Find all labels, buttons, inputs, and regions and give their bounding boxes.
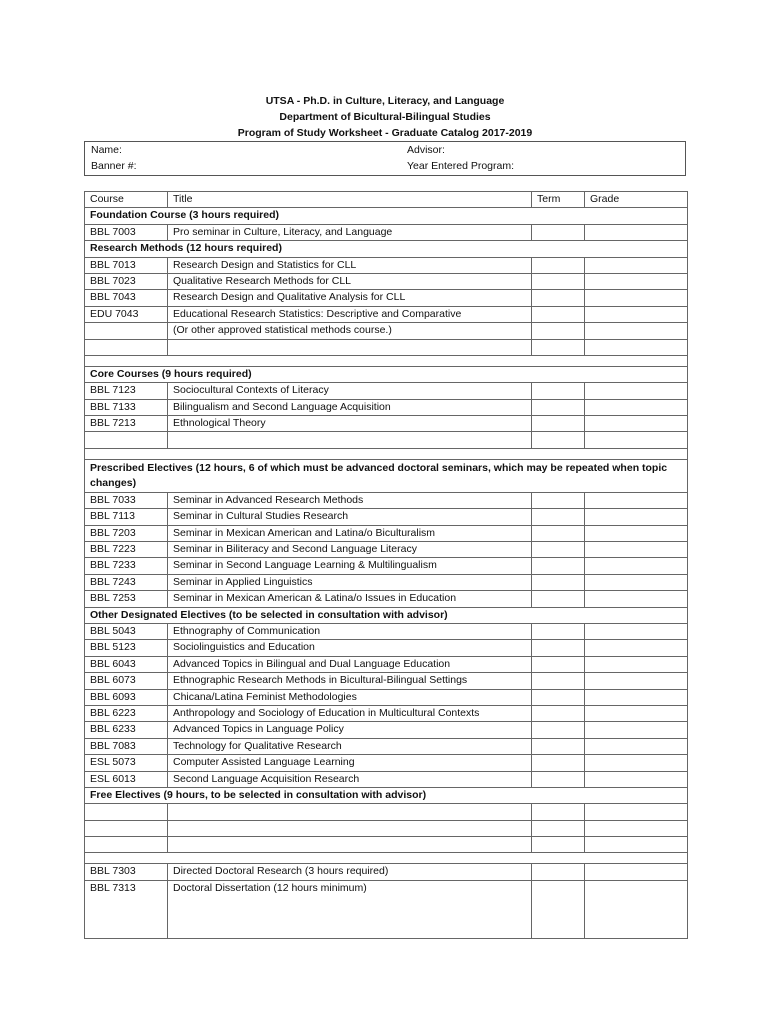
course-code: BBL 7203 — [85, 525, 168, 541]
grade-cell[interactable] — [585, 432, 688, 448]
term-cell[interactable] — [532, 399, 585, 415]
course-code: BBL 6043 — [85, 656, 168, 672]
course-code: BBL 7253 — [85, 591, 168, 607]
course-title: Seminar in Biliteracy and Second Language Literacy — [168, 542, 532, 558]
course-row — [85, 722, 688, 738]
course-row — [85, 755, 688, 771]
section-header-row — [85, 241, 688, 257]
course-title: Chicana/Latina Feminist Methodologies — [168, 689, 532, 705]
term-cell[interactable] — [532, 273, 585, 289]
course-row — [85, 432, 688, 448]
grade-cell[interactable] — [585, 257, 688, 273]
name-label: Name: — [91, 144, 122, 156]
term-cell[interactable] — [532, 542, 585, 558]
term-cell[interactable] — [532, 623, 585, 639]
course-row — [85, 416, 688, 432]
course-row — [85, 224, 688, 240]
section-heading: Foundation Course (3 hours required) — [85, 208, 688, 224]
advisor-label: Advisor: — [407, 144, 445, 156]
course-title: Qualitative Research Methods for CLL — [168, 273, 532, 289]
course-code: ESL 6013 — [85, 771, 168, 787]
term-cell[interactable] — [532, 755, 585, 771]
course-row — [85, 837, 688, 853]
course-code: BBL 7213 — [85, 416, 168, 432]
grade-cell[interactable] — [585, 383, 688, 399]
year-entered-label: Year Entered Program: — [407, 160, 515, 172]
grade-cell[interactable] — [585, 574, 688, 590]
section-heading: Research Methods (12 hours required) — [85, 241, 688, 257]
term-cell[interactable] — [532, 492, 585, 508]
course-title: Educational Research Statistics: Descriptive and Comparative — [168, 306, 532, 322]
term-cell[interactable] — [532, 640, 585, 656]
course-title: (Or other approved statistical methods course.) — [168, 323, 532, 339]
course-code: EDU 7043 — [85, 306, 168, 322]
banner-label: Banner #: — [91, 160, 137, 172]
course-title: Seminar in Mexican American & Latina/o Issues in Education — [168, 591, 532, 607]
course-code: BBL 7303 — [85, 864, 168, 880]
course-row — [85, 771, 688, 787]
course-title: Directed Doctoral Research (3 hours required) — [168, 864, 532, 880]
course-title — [168, 820, 532, 836]
course-row — [85, 339, 688, 355]
course-row — [85, 399, 688, 415]
course-code: BBL 7133 — [85, 399, 168, 415]
course-code: BBL 7033 — [85, 492, 168, 508]
course-code: BBL 7223 — [85, 542, 168, 558]
grade-cell[interactable] — [585, 864, 688, 880]
department-title: Department of Bicultural-Bilingual Studies — [279, 111, 491, 123]
section-header-row — [85, 607, 688, 623]
program-of-study-table — [84, 191, 688, 939]
term-cell[interactable] — [532, 837, 585, 853]
spacer-row — [85, 355, 688, 366]
course-code: BBL 6223 — [85, 705, 168, 721]
course-code — [85, 820, 168, 836]
term-cell[interactable] — [532, 509, 585, 525]
grade-cell[interactable] — [585, 591, 688, 607]
course-row — [85, 558, 688, 574]
term-cell[interactable] — [532, 416, 585, 432]
section-header-row — [85, 459, 688, 492]
term-cell[interactable] — [532, 820, 585, 836]
course-code: BBL 7243 — [85, 574, 168, 590]
course-row — [85, 804, 688, 820]
header-term: Term — [532, 192, 585, 208]
term-cell[interactable] — [532, 722, 585, 738]
course-title: Research Design and Statistics for CLL — [168, 257, 532, 273]
grade-cell[interactable] — [585, 820, 688, 836]
course-title — [168, 339, 532, 355]
course-title: Sociolinguistics and Education — [168, 640, 532, 656]
document-title: UTSA - Ph.D. in Culture, Literacy, and Language — [265, 95, 505, 107]
term-cell[interactable] — [532, 383, 585, 399]
course-title: Seminar in Advanced Research Methods — [168, 492, 532, 508]
course-title: Seminar in Mexican American and Latina/o Biculturalism — [168, 525, 532, 541]
term-cell[interactable] — [532, 306, 585, 322]
course-row — [85, 492, 688, 508]
grade-cell[interactable] — [585, 804, 688, 820]
course-row — [85, 591, 688, 607]
course-title: Seminar in Cultural Studies Research — [168, 509, 532, 525]
course-title: Technology for Qualitative Research — [168, 738, 532, 754]
course-code: BBL 7113 — [85, 509, 168, 525]
spacer-cell — [85, 448, 688, 459]
grade-cell[interactable] — [585, 542, 688, 558]
course-code — [85, 339, 168, 355]
course-row — [85, 820, 688, 836]
course-row — [85, 290, 688, 306]
term-cell[interactable] — [532, 525, 585, 541]
course-row — [85, 738, 688, 754]
grade-cell[interactable] — [585, 755, 688, 771]
course-row — [85, 656, 688, 672]
student-info-box — [84, 141, 686, 176]
course-title: Second Language Acquisition Research — [168, 771, 532, 787]
term-cell[interactable] — [532, 673, 585, 689]
term-cell[interactable] — [532, 771, 585, 787]
course-title: Ethnological Theory — [168, 416, 532, 432]
term-cell[interactable] — [532, 738, 585, 754]
grade-cell[interactable] — [585, 306, 688, 322]
section-header-row — [85, 208, 688, 224]
grade-cell[interactable] — [585, 416, 688, 432]
spacer-row — [85, 853, 688, 864]
course-row — [85, 383, 688, 399]
section-header-row — [85, 787, 688, 803]
term-cell[interactable] — [532, 689, 585, 705]
grade-cell[interactable] — [585, 224, 688, 240]
grade-cell[interactable] — [585, 722, 688, 738]
term-cell[interactable] — [532, 880, 585, 938]
course-code: BBL 7003 — [85, 224, 168, 240]
course-code: BBL 6093 — [85, 689, 168, 705]
course-code — [85, 804, 168, 820]
grade-cell[interactable] — [585, 738, 688, 754]
course-title: Seminar in Applied Linguistics — [168, 574, 532, 590]
course-row — [85, 574, 688, 590]
course-row — [85, 880, 688, 938]
course-row — [85, 306, 688, 322]
course-code: BBL 6233 — [85, 722, 168, 738]
term-cell[interactable] — [532, 864, 585, 880]
course-title: Advanced Topics in Bilingual and Dual Language Education — [168, 656, 532, 672]
term-cell[interactable] — [532, 558, 585, 574]
spacer-row — [85, 448, 688, 459]
grade-cell[interactable] — [585, 558, 688, 574]
term-cell[interactable] — [532, 224, 585, 240]
header-grade: Grade — [585, 192, 688, 208]
course-row — [85, 542, 688, 558]
course-title — [168, 837, 532, 853]
course-row — [85, 257, 688, 273]
course-row — [85, 673, 688, 689]
section-heading: Prescribed Electives (12 hours, 6 of which must be advanced doctoral seminars, which may be repeated when topic changes) — [85, 459, 688, 492]
course-title: Advanced Topics in Language Policy — [168, 722, 532, 738]
grade-cell[interactable] — [585, 273, 688, 289]
course-title: Sociocultural Contexts of Literacy — [168, 383, 532, 399]
section-header-row — [85, 366, 688, 382]
course-row — [85, 273, 688, 289]
term-cell[interactable] — [532, 257, 585, 273]
course-row — [85, 525, 688, 541]
course-code: BBL 7023 — [85, 273, 168, 289]
term-cell[interactable] — [532, 804, 585, 820]
course-title: Computer Assisted Language Learning — [168, 755, 532, 771]
term-cell[interactable] — [532, 323, 585, 339]
grade-cell[interactable] — [585, 492, 688, 508]
course-title: Research Design and Qualitative Analysis for CLL — [168, 290, 532, 306]
term-cell[interactable] — [532, 339, 585, 355]
course-title: Ethnographic Research Methods in Bicultural-Bilingual Settings — [168, 673, 532, 689]
worksheet-title: Program of Study Worksheet - Graduate Catalog 2017-2019 — [237, 127, 533, 139]
grade-cell[interactable] — [585, 509, 688, 525]
course-code: BBL 7043 — [85, 290, 168, 306]
grade-cell[interactable] — [585, 656, 688, 672]
course-code: BBL 7313 — [85, 880, 168, 938]
course-code — [85, 837, 168, 853]
course-row — [85, 323, 688, 339]
section-heading: Other Designated Electives (to be selected in consultation with advisor) — [85, 607, 688, 623]
course-title: Pro seminar in Culture, Literacy, and Language — [168, 224, 532, 240]
course-code: BBL 7233 — [85, 558, 168, 574]
grade-cell[interactable] — [585, 290, 688, 306]
spacer-cell — [85, 853, 688, 864]
course-title: Doctoral Dissertation (12 hours minimum) — [168, 880, 532, 938]
course-code — [85, 323, 168, 339]
course-title: Bilingualism and Second Language Acquisition — [168, 399, 532, 415]
term-cell[interactable] — [532, 574, 585, 590]
grade-cell[interactable] — [585, 623, 688, 639]
grade-cell[interactable] — [585, 323, 688, 339]
term-cell[interactable] — [532, 290, 585, 306]
grade-cell[interactable] — [585, 399, 688, 415]
course-title — [168, 804, 532, 820]
course-code: ESL 5073 — [85, 755, 168, 771]
section-heading: Free Electives (9 hours, to be selected in consultation with advisor) — [85, 787, 688, 803]
grade-cell[interactable] — [585, 771, 688, 787]
term-cell[interactable] — [532, 656, 585, 672]
course-row — [85, 689, 688, 705]
course-code: BBL 6073 — [85, 673, 168, 689]
header-title: Title — [168, 192, 532, 208]
header-course: Course — [85, 192, 168, 208]
section-heading: Core Courses (9 hours required) — [85, 366, 688, 382]
course-title: Ethnography of Communication — [168, 623, 532, 639]
table-header-row — [85, 192, 688, 208]
term-cell[interactable] — [532, 591, 585, 607]
grade-cell[interactable] — [585, 640, 688, 656]
spacer-cell — [85, 355, 688, 366]
course-title — [168, 432, 532, 448]
grade-cell[interactable] — [585, 673, 688, 689]
course-code: BBL 5123 — [85, 640, 168, 656]
course-row — [85, 864, 688, 880]
course-code: BBL 5043 — [85, 623, 168, 639]
course-code — [85, 432, 168, 448]
course-row — [85, 705, 688, 721]
course-title: Anthropology and Sociology of Education in Multicultural Contexts — [168, 705, 532, 721]
term-cell[interactable] — [532, 705, 585, 721]
course-code: BBL 7123 — [85, 383, 168, 399]
grade-cell[interactable] — [585, 705, 688, 721]
course-row — [85, 623, 688, 639]
grade-cell[interactable] — [585, 525, 688, 541]
term-cell[interactable] — [532, 432, 585, 448]
grade-cell[interactable] — [585, 689, 688, 705]
course-code: BBL 7013 — [85, 257, 168, 273]
grade-cell[interactable] — [585, 339, 688, 355]
course-row — [85, 509, 688, 525]
course-code: BBL 7083 — [85, 738, 168, 754]
grade-cell[interactable] — [585, 837, 688, 853]
course-title: Seminar in Second Language Learning & Multilingualism — [168, 558, 532, 574]
course-row — [85, 640, 688, 656]
grade-cell[interactable] — [585, 880, 688, 938]
